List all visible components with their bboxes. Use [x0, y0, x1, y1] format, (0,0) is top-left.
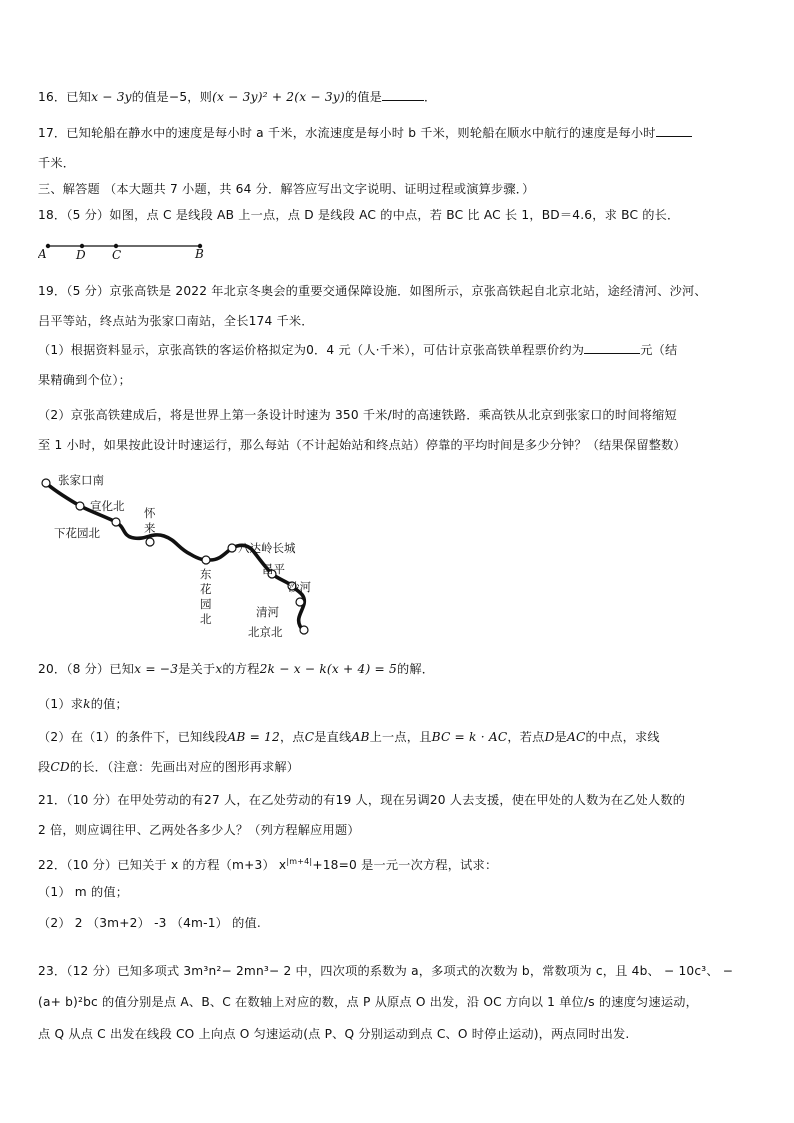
- q20-text: 的值；: [90, 697, 128, 711]
- label-d: D: [76, 248, 86, 262]
- station-marker: [228, 544, 236, 552]
- question-22-line-1: [38, 853, 497, 874]
- station-label: 下花园北: [54, 526, 100, 540]
- q17-text-a: 17．已知轮船在静水中的速度是每小时 a 千米，水流速度是每小时 b 千米，则轮船在顺水中航行的速度是每小时: [38, 126, 656, 140]
- question-19-line-1: 19．（5 分）京张高铁是 2022 年北京冬奥会的重要交通保障设施．如图所示，京张高铁起自北京北站，途经清河、沙河、: [38, 284, 707, 298]
- question-20-line-4: [38, 758, 299, 776]
- q20-expr: D: [544, 730, 555, 744]
- station-label: 北京北: [248, 625, 283, 639]
- q16-text-d: ．: [424, 90, 437, 104]
- q19-part1-unit: 元（结: [640, 343, 678, 357]
- station-marker: [300, 626, 308, 634]
- q20-text: 是直线: [314, 730, 352, 744]
- q20-expr: BC = k · AC: [431, 730, 508, 744]
- question-20-line-1: [38, 660, 434, 678]
- q22-text: +18=0 是一元一次方程，试求：: [312, 858, 498, 873]
- q20-expr: k: [83, 697, 91, 711]
- station-label: 沙河: [288, 580, 311, 594]
- label-a: A: [38, 247, 47, 261]
- q20-text: 的方程: [222, 662, 260, 676]
- label-c: C: [112, 248, 122, 262]
- question-19-line-4: 果精确到个位）；: [38, 373, 131, 387]
- question-20-line-2: [38, 695, 128, 713]
- station-marker: [76, 502, 84, 510]
- q20-expr: AB = 12: [227, 730, 280, 744]
- q20-expr: x: [215, 662, 223, 676]
- station-label: 花: [200, 582, 212, 596]
- q16-expr-1: x − 3y: [91, 90, 132, 104]
- answer-blank: [584, 341, 640, 354]
- q20-text: （1）求: [38, 697, 84, 711]
- question-20-line-3: [38, 728, 660, 746]
- station-label: 张家口南: [58, 473, 104, 487]
- station-marker: [296, 598, 304, 606]
- section-heading: 三、解答题 （本大题共 7 小题，共 64 分．解答应写出文字说明、证明过程或演算步骤．）: [38, 182, 535, 196]
- q20-expr: CD: [50, 760, 70, 774]
- station-marker: [42, 479, 50, 487]
- q19-part1-text: （1）根据资料显示，京张高铁的客运价格拟定为0．4 元（人·千米），可估计京张高铁单程票价约为: [38, 343, 585, 357]
- q20-text: 是: [554, 730, 567, 744]
- label-b: B: [195, 247, 204, 261]
- station-marker: [112, 518, 120, 526]
- answer-blank: [382, 88, 424, 101]
- q22-exponent: |m+4|: [286, 857, 313, 866]
- question-16: [38, 88, 436, 106]
- question-17-line-2: 千米．: [38, 156, 76, 170]
- q20-text: 的中点，求线: [585, 730, 660, 744]
- question-23-line-2: (a+ b)²bc 的值分别是点 A、B、C 在数轴上对应的数，点 P 从原点 O 出发，沿 OC 方向以 1 单位/s 的速度匀速运动，: [38, 995, 698, 1009]
- station-label: 清河: [256, 605, 279, 619]
- station-label: 园: [200, 597, 212, 611]
- q20-expr: AB: [351, 730, 370, 744]
- q20-text: （2）在（1）的条件下，已知线段: [38, 730, 228, 744]
- question-23-line-3: 点 Q 从点 C 出发在线段 CO 上向点 O 匀速运动(点 P、Q 分别运动到点 C、O 时停止运动)，两点同时出发.: [38, 1027, 630, 1041]
- q16-text-b: 的值是−5，则: [131, 90, 213, 104]
- question-19-line-2: 吕平等站，终点站为张家口南站，全长174 千米．: [38, 314, 314, 328]
- railway-map: [34, 470, 334, 650]
- q20-text: 20．（8 分）已知: [38, 662, 135, 676]
- station-marker: [146, 538, 154, 546]
- q20-text: ，点: [279, 730, 305, 744]
- answer-blank: [656, 124, 692, 137]
- q20-expr: x = −3: [134, 662, 179, 676]
- question-21-line-2: 2 倍，则应调往甲、乙两处各多少人？（列方程解应用题）: [38, 823, 360, 837]
- station-label: 来: [144, 521, 156, 535]
- q20-text: 上一点，且: [369, 730, 432, 744]
- q20-text: 的长．（注意：先画出对应的图形再求解）: [69, 760, 300, 774]
- q20-expr: 2k − x − k(x + 4) = 5: [259, 662, 397, 676]
- station-label: 怀: [144, 506, 156, 520]
- q20-text: ，若点: [507, 730, 545, 744]
- q16-text-c: 的值是: [344, 90, 383, 104]
- question-22-line-2: （1） m 的值；: [38, 885, 129, 899]
- question-17-line-1: [38, 124, 692, 142]
- question-19-line-6: 至 1 小时，如果按此设计时速运行，那么每站（不计起始站和终点站）停靠的平均时间是多少分钟？（结果保留整数）: [38, 438, 686, 452]
- q16-text-a: 16．已知: [38, 90, 92, 104]
- q22-text: 22．（10 分）已知关于 x 的方程（m+3） x: [38, 858, 287, 873]
- q20-text: 段: [38, 760, 51, 774]
- station-label: 宣化北: [90, 499, 125, 513]
- q20-expr: AC: [566, 730, 586, 744]
- segment-figure: [38, 238, 218, 262]
- question-19-line-5: （2）京张高铁建成后，将是世界上第一条设计时速为 350 千米/时的高速铁路．乘高铁从北京到张家口的时间将缩短: [38, 408, 677, 422]
- q20-text: 是关于: [178, 662, 216, 676]
- question-23-line-1: 23．（12 分）已知多项式 3m³n²− 2mn³− 2 中，四次项的系数为 a，多项式的次数为 b，常数项为 c，且 4b、 − 10c³、 −: [38, 964, 734, 978]
- q20-text: 的解．: [396, 662, 435, 676]
- station-label: 八达岭长城: [238, 541, 296, 555]
- question-19-line-3: [38, 341, 677, 359]
- station-label: 北: [200, 612, 212, 626]
- question-22-line-3: （2） 2 （3m+2） -3 （4m-1） 的值.: [38, 916, 261, 930]
- station-label: 昌平: [262, 562, 285, 576]
- station-label: 东: [200, 567, 212, 581]
- question-18: 18．（5 分）如图，点 C 是线段 AB 上一点，点 D 是线段 AC 的中点，若 BC 比 AC 长 1，BD＝4.6，求 BC 的长．: [38, 208, 680, 222]
- station-marker: [202, 556, 210, 564]
- question-21-line-1: 21．（10 分）在甲处劳动的有27 人，在乙处劳动的有19 人，现在另调20 人去支援，使在甲处的人数为在乙处人数的: [38, 793, 686, 807]
- q20-expr: C: [304, 730, 315, 744]
- q16-expr-2: (x − 3y)² + 2(x − 3y): [212, 90, 345, 104]
